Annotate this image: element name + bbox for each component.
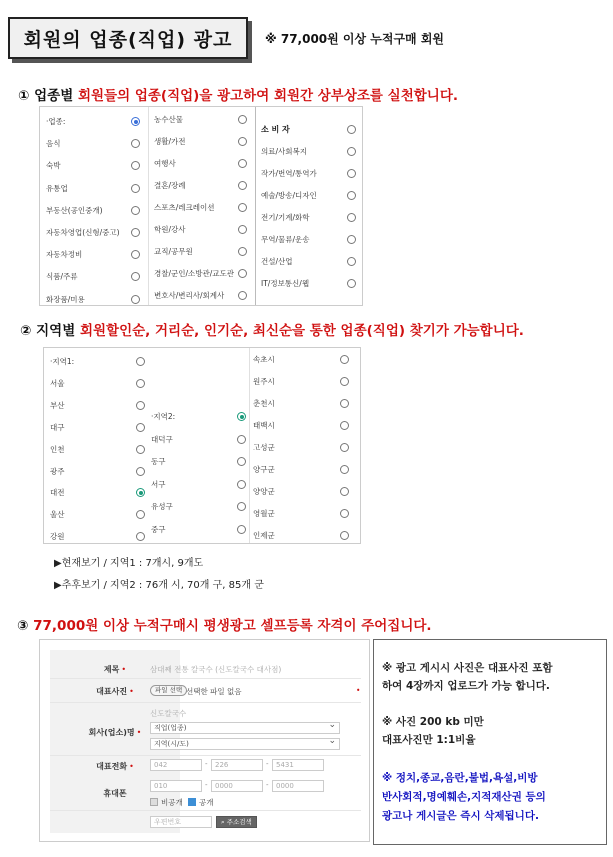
region-option-label: 인제군 [253,531,275,540]
industry-option-label: 여행사 [154,159,176,168]
region-option-label: 서울 [50,378,65,388]
industry-radio[interactable] [238,181,247,190]
region-option-label: ·지역1: [50,357,75,366]
industry-radio[interactable] [238,137,247,146]
region-option-label: 춘천시 [253,399,275,408]
section3-number: ③ [17,618,29,634]
region-radio[interactable] [136,467,145,476]
industry-radio[interactable] [347,147,356,156]
industry-option-label: 숙박 [46,161,61,171]
title-input[interactable]: 삼대째 전통 칼국수 (신도칼국수 대사점) [150,665,282,674]
region-option-label: 울산 [50,510,65,520]
rule-size-2: 대표사진만 1:1비율 [382,734,476,746]
region-option-label: 영월군 [253,509,275,518]
future-view-note: ▶추후보기 / 지역2 : 76개 시, 70개 구, 85개 군 [54,580,264,591]
industry-radio[interactable] [131,206,140,215]
phone-part-3[interactable]: 5431 [272,759,324,771]
industry-radio[interactable] [131,250,140,259]
region-option-label: 대전 [50,488,65,498]
industry-radio[interactable] [238,269,247,278]
region-radio[interactable] [340,399,349,408]
region-radio[interactable] [136,445,145,454]
industry-option-label: 전기/기계/화학 [261,213,310,222]
industry-radio[interactable] [131,272,140,281]
required-mark: • [356,686,361,695]
section2-lead: 지역별 [36,323,76,339]
section1-headline [18,84,458,104]
mobile-part-3[interactable]: 0000 [272,780,324,792]
region-radio[interactable] [340,421,349,430]
region-option-label: 광주 [50,466,65,476]
industry-option-label: 예술/방송/디자인 [261,191,317,200]
industry-radio[interactable] [238,115,247,124]
phone-part-1[interactable]: 042 [150,759,202,771]
industry-radio[interactable] [238,225,247,234]
section2-headline [20,319,524,339]
ad-rules-box [373,639,607,845]
region-option-label: 대덕구 [151,434,173,444]
region-radio[interactable] [340,465,349,474]
rule-photo-2: 하여 4장까지 업로드가 가능 합니다. [382,680,550,692]
region-radio[interactable] [340,509,349,518]
rule-size-1: ※ 사진 200 kb 미만 [382,716,484,728]
industry-option-label: 식품/주류 [46,272,78,282]
title-label: 제목 • [103,665,127,674]
industry-radio[interactable] [238,291,247,300]
section1-lead: 업종별 [34,88,74,104]
public-checkbox[interactable] [188,798,196,806]
phone-label: 대표전화 • [96,762,134,771]
region-radio[interactable] [237,457,246,466]
industry-option-label: 경찰/군인/소방관/교도관 [154,269,235,278]
industry-option-label: 음식 [46,139,61,149]
industry-option-label: 건설/산업 [261,257,293,266]
section1-description: 회원들의 업종(직업)을 광고하여 회원간 상부상조를 실천합니다. [77,88,459,104]
region-option-label: 고성군 [253,443,275,452]
rule-photo-1: ※ 광고 게시시 사진은 대표사진 포함 [382,662,553,674]
industry-radio[interactable] [131,228,140,237]
company-label: 회사(업소)명 • [88,728,142,737]
industry-option-label: 소 비 자 [261,125,290,134]
industry-radio[interactable] [347,213,356,222]
industry-select[interactable]: 직업(업종) ⌄ [150,722,340,734]
industry-option-label: IT/정보통신/웹 [261,279,310,288]
region-selector-panel [43,347,361,544]
industry-radio[interactable] [238,203,247,212]
region-option-label: 양양군 [253,487,275,496]
industry-option-label: 결혼/장례 [154,181,186,190]
industry-radio[interactable] [131,184,140,193]
region-option-label: 인천 [50,444,65,454]
search-icon: ⌕ [221,818,225,826]
mobile-part-2[interactable]: 0000 [211,780,263,792]
industry-option-label: 변호사/변리사/회계사 [154,291,225,300]
eligibility-note: ※ 77,000원 이상 누적구매 회원 [265,32,445,46]
region-radio[interactable] [237,480,246,489]
region-radio[interactable] [340,487,349,496]
industry-option-label: 농수산물 [154,115,183,124]
industry-option-label: 교직/공무원 [154,247,193,256]
file-select-button[interactable]: 파일 선택 [150,685,187,696]
industry-option-label: 생활/가전 [154,137,186,146]
industry-radio[interactable] [131,139,140,148]
region-option-label: ·지역2: [151,412,176,421]
industry-radio[interactable] [238,159,247,168]
rule-prohibited-3: 광고나 게시글은 즉시 삭제됩니다. [382,810,539,822]
phone-part-2[interactable]: 226 [211,759,263,771]
industry-radio[interactable] [347,257,356,266]
section3-description: 77,000원 이상 누적구매시 평생광고 셀프등록 자격이 주어집니다. [33,618,432,634]
industry-radio[interactable] [131,117,140,126]
region-option-label: 원주시 [253,377,275,386]
industry-radio[interactable] [347,235,356,244]
region-radio[interactable] [136,510,145,519]
region-radio[interactable] [237,525,246,534]
region-radio[interactable] [237,412,246,421]
region-option-label: 동구 [151,457,166,466]
region-radio[interactable] [340,531,349,540]
region-option-label: 중구 [151,524,166,534]
region-option-label: 부산 [50,400,65,410]
page-title: 회원의 업종(직업) 광고 [23,28,233,51]
company-name-input[interactable]: 신도칼국수 [150,709,187,718]
industry-option-label: 자동차영업(신형/중고) [46,228,120,237]
region-option-label: 양구군 [253,465,275,474]
industry-radio[interactable] [347,125,356,134]
industry-radio[interactable] [238,247,247,256]
industry-radio[interactable] [131,295,140,304]
region-radio[interactable] [136,379,145,388]
region-radio[interactable] [136,401,145,410]
rule-prohibited-2: 반사회적,명예훼손,지적재산권 등의 [382,791,546,803]
region-option-label: 속초시 [253,355,275,364]
industry-option-label: ·업종: [46,117,66,126]
current-view-note: ▶현재보기 / 지역1 : 7개시, 9개도 [54,558,204,569]
public-label: 공개 [199,798,214,807]
region-radio[interactable] [136,488,145,497]
region-option-label: 서구 [151,479,166,489]
region-option-label: 유성구 [151,502,173,511]
industry-option-label: 학원/강사 [154,225,186,234]
zip-code-input[interactable]: 우편번호 [150,816,212,828]
region-option-label: 대구 [50,422,65,432]
industry-option-label: 부동산(공인중개) [46,205,103,215]
region-radio[interactable] [136,357,145,366]
region-select[interactable]: 지역(시/도) ⌄ [150,738,340,750]
industry-radio[interactable] [131,161,140,170]
section2-number: ② [20,323,32,339]
ad-registration-form: 제목 • 삼대째 전통 칼국수 (신도칼국수 대사점) 대표사진 • 파일 선택 선택한 파일 없음 • 신도칼국수 회사(업소)명 • 직업(업종) ⌄ 지역(시/도) ⌄ 대표전화 • 042 - 226 - 5431 휴대폰 010 - 0000 - 0000 비공개 공개 우편번호 ⌕ 주소검색 [39,639,370,842]
industry-radio[interactable] [347,279,356,288]
rule-prohibited-1: ※ 정치,종교,음란,불법,욕설,비방 [382,772,538,784]
region-radio[interactable] [340,377,349,386]
section2-description: 회원할인순, 거리순, 인기순, 최신순을 통한 업종(직업) 찾기가 가능합니다. [79,323,524,339]
photo-label: 대표사진 • [96,687,134,696]
industry-radio[interactable] [347,169,356,178]
industry-option-label: 자동차정비 [46,250,83,260]
region-radio[interactable] [136,423,145,432]
region-radio[interactable] [340,443,349,452]
industry-selector-panel [39,106,363,306]
industry-option-label: 화장품/미용 [46,294,85,304]
region-radio[interactable] [237,435,246,444]
section3-headline [17,614,432,634]
industry-option-label: 스포츠/레크레이션 [154,203,215,212]
region-option-label: 강원 [50,532,65,542]
region-radio[interactable] [136,532,145,541]
address-search-button[interactable]: ⌕ 주소검색 [216,816,257,828]
industry-option-label: 무역/물류/운송 [261,235,310,244]
mobile-part-1[interactable]: 010 [150,780,202,792]
industry-radio[interactable] [347,191,356,200]
mobile-label: 휴대폰 [103,789,127,798]
industry-option-label: 의료/사회복지 [261,147,307,156]
region-option-label: 태백시 [253,421,275,430]
page-title-box [8,17,248,59]
region-radio[interactable] [340,355,349,364]
private-label: 비공개 [161,798,183,807]
region-radio[interactable] [237,502,246,511]
industry-option-label: 유통업 [46,183,68,193]
private-checkbox[interactable] [150,798,158,806]
file-status: 선택한 파일 없음 [186,687,242,696]
industry-option-label: 작가/번역/통역가 [261,169,317,178]
section1-number: ① [18,88,30,104]
